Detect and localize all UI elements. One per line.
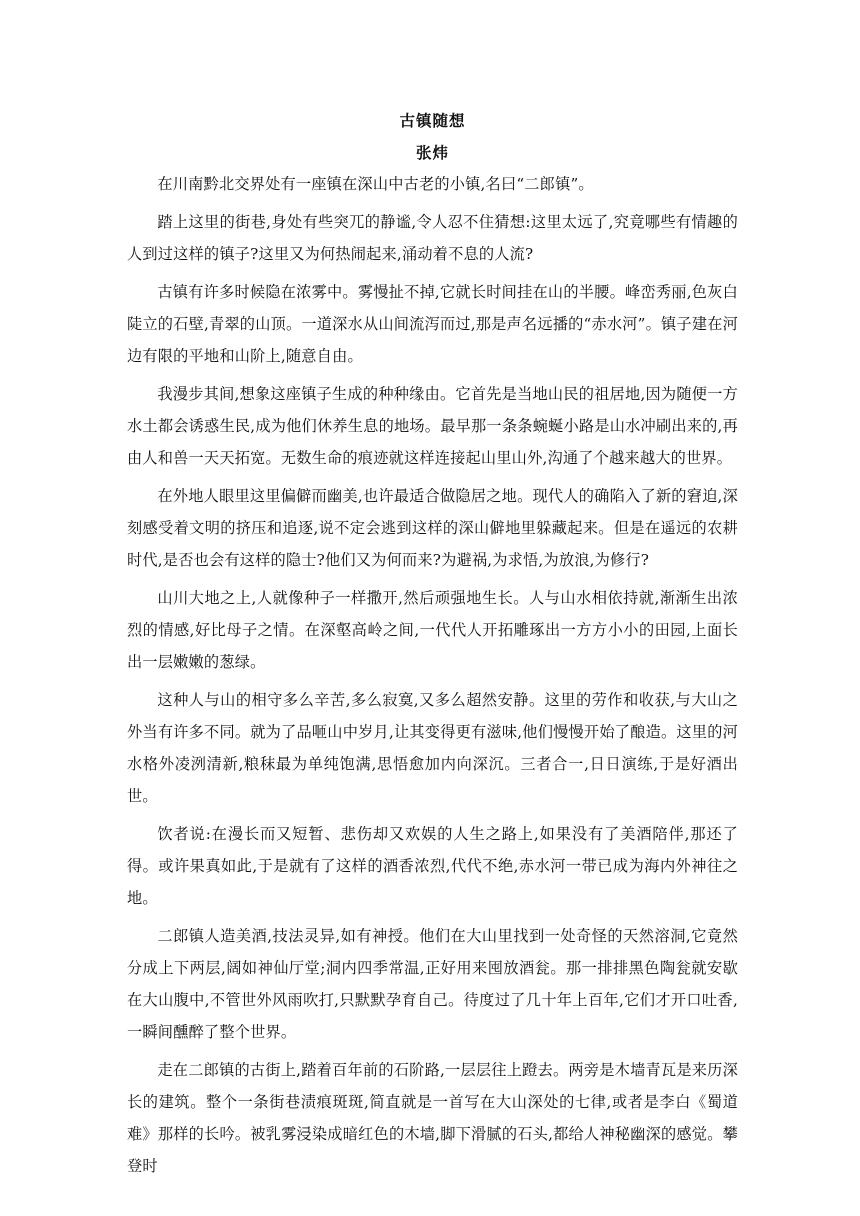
paragraph: 走在二郎镇的古街上,踏着百年前的石阶路,一层层往上蹬去。两旁是木墙青瓦是来历深长的建筑。整个一条街巷渍痕斑斑,简直就是一首写在大山深处的七律,或者是李白《蜀道难》那样的长吟。被乳雾浸染成暗红色的木墙,脚下滑腻的石头,都给人神秘幽深的感觉。攀登时 [127, 1061, 738, 1175]
paragraph: 山川大地之上,人就像种子一样撒开,然后顽强地生长。人与山水相依持就,渐渐生出浓烈的情感,好比母子之情。在深壑高岭之间,一代代人开拓雕琢出一方方小小的田园,上面长出一层嫩嫩的葱绿。 [127, 589, 738, 671]
essay-title: 古镇随想 [399, 111, 466, 130]
paragraph: 在外地人眼里这里偏僻而幽美,也许最适合做隐居之地。现代人的确陷入了新的窘迫,深刻感受着文明的挤压和追逐,说不定会逃到这样的深山僻地里躲藏起来。但是在遥远的农耕时代,是否也会有这样的隐士?他们又为何而来?为避祸,为求悟,为放浪,为修行? [127, 487, 738, 569]
essay-author: 张炜 [415, 143, 449, 162]
paragraph: 我漫步其间,想象这座镇子生成的种种缘由。它首先是当地山民的祖居地,因为随便一方水土都会诱惑生民,成为他们休养生息的地场。最早那一条条蜿蜒小路是山水冲刷出来的,再由人和兽一天天拓宽。无数生命的痕迹就这样连接起山里山外,沟通了个越来越大的世界。 [127, 385, 738, 467]
paragraph: 在川南黔北交界处有一座镇在深山中古老的小镇,名曰“二郎镇”。 [157, 175, 594, 193]
paragraph: 古镇有许多时候隐在浓雾中。雾慢扯不掉,它就长时间挂在山的半腰。峰峦秀丽,色灰白陡立的石壁,青翠的山顶。一道深水从山间流泻而过,那是声名远播的“赤水河”。镇子建在河边有限的平地和山阶上,随意自由。 [127, 283, 738, 365]
essay-body [127, 168, 738, 1182]
paragraph: 二郎镇人造美酒,技法灵异,如有神授。他们在大山里找到一处奇怪的天然溶洞,它竟然分成上下两层,阔如神仙厅堂;洞内四季常温,正好用来囤放酒瓮。那一排排黑色陶瓮就安歇在大山腹中,不管世外风雨吹打,只默默孕育自己。待度过了几十年上百年,它们才开口吐香,一瞬间醺醉了整个世界。 [127, 927, 738, 1041]
paragraph: 踏上这里的街巷,身处有些突兀的静谧,令人忍不住猜想:这里太远了,究竟哪些有情趣的人到过这样的镇子?这里又为何热闹起来,涌动着不息的人流? [127, 213, 738, 263]
paragraph: 饮者说:在漫长而又短暂、悲伤却又欢娱的人生之路上,如果没有了美酒陪伴,那还了得。或许果真如此,于是就有了这样的酒香浓烈,代代不绝,赤水河一带已成为海内外神往之地。 [127, 825, 738, 907]
paragraph: 这种人与山的相守多么辛苦,多么寂寞,又多么超然安静。这里的劳作和收获,与大山之外当有许多不同。就为了品咂山中岁月,让其变得更有滋味,他们慢慢开始了酿造。这里的河水格外凌洌清新,粮秣最为单纯饱满,思悟愈加内向深沉。三者合一,日日演练,于是好酒出世。 [127, 691, 738, 805]
